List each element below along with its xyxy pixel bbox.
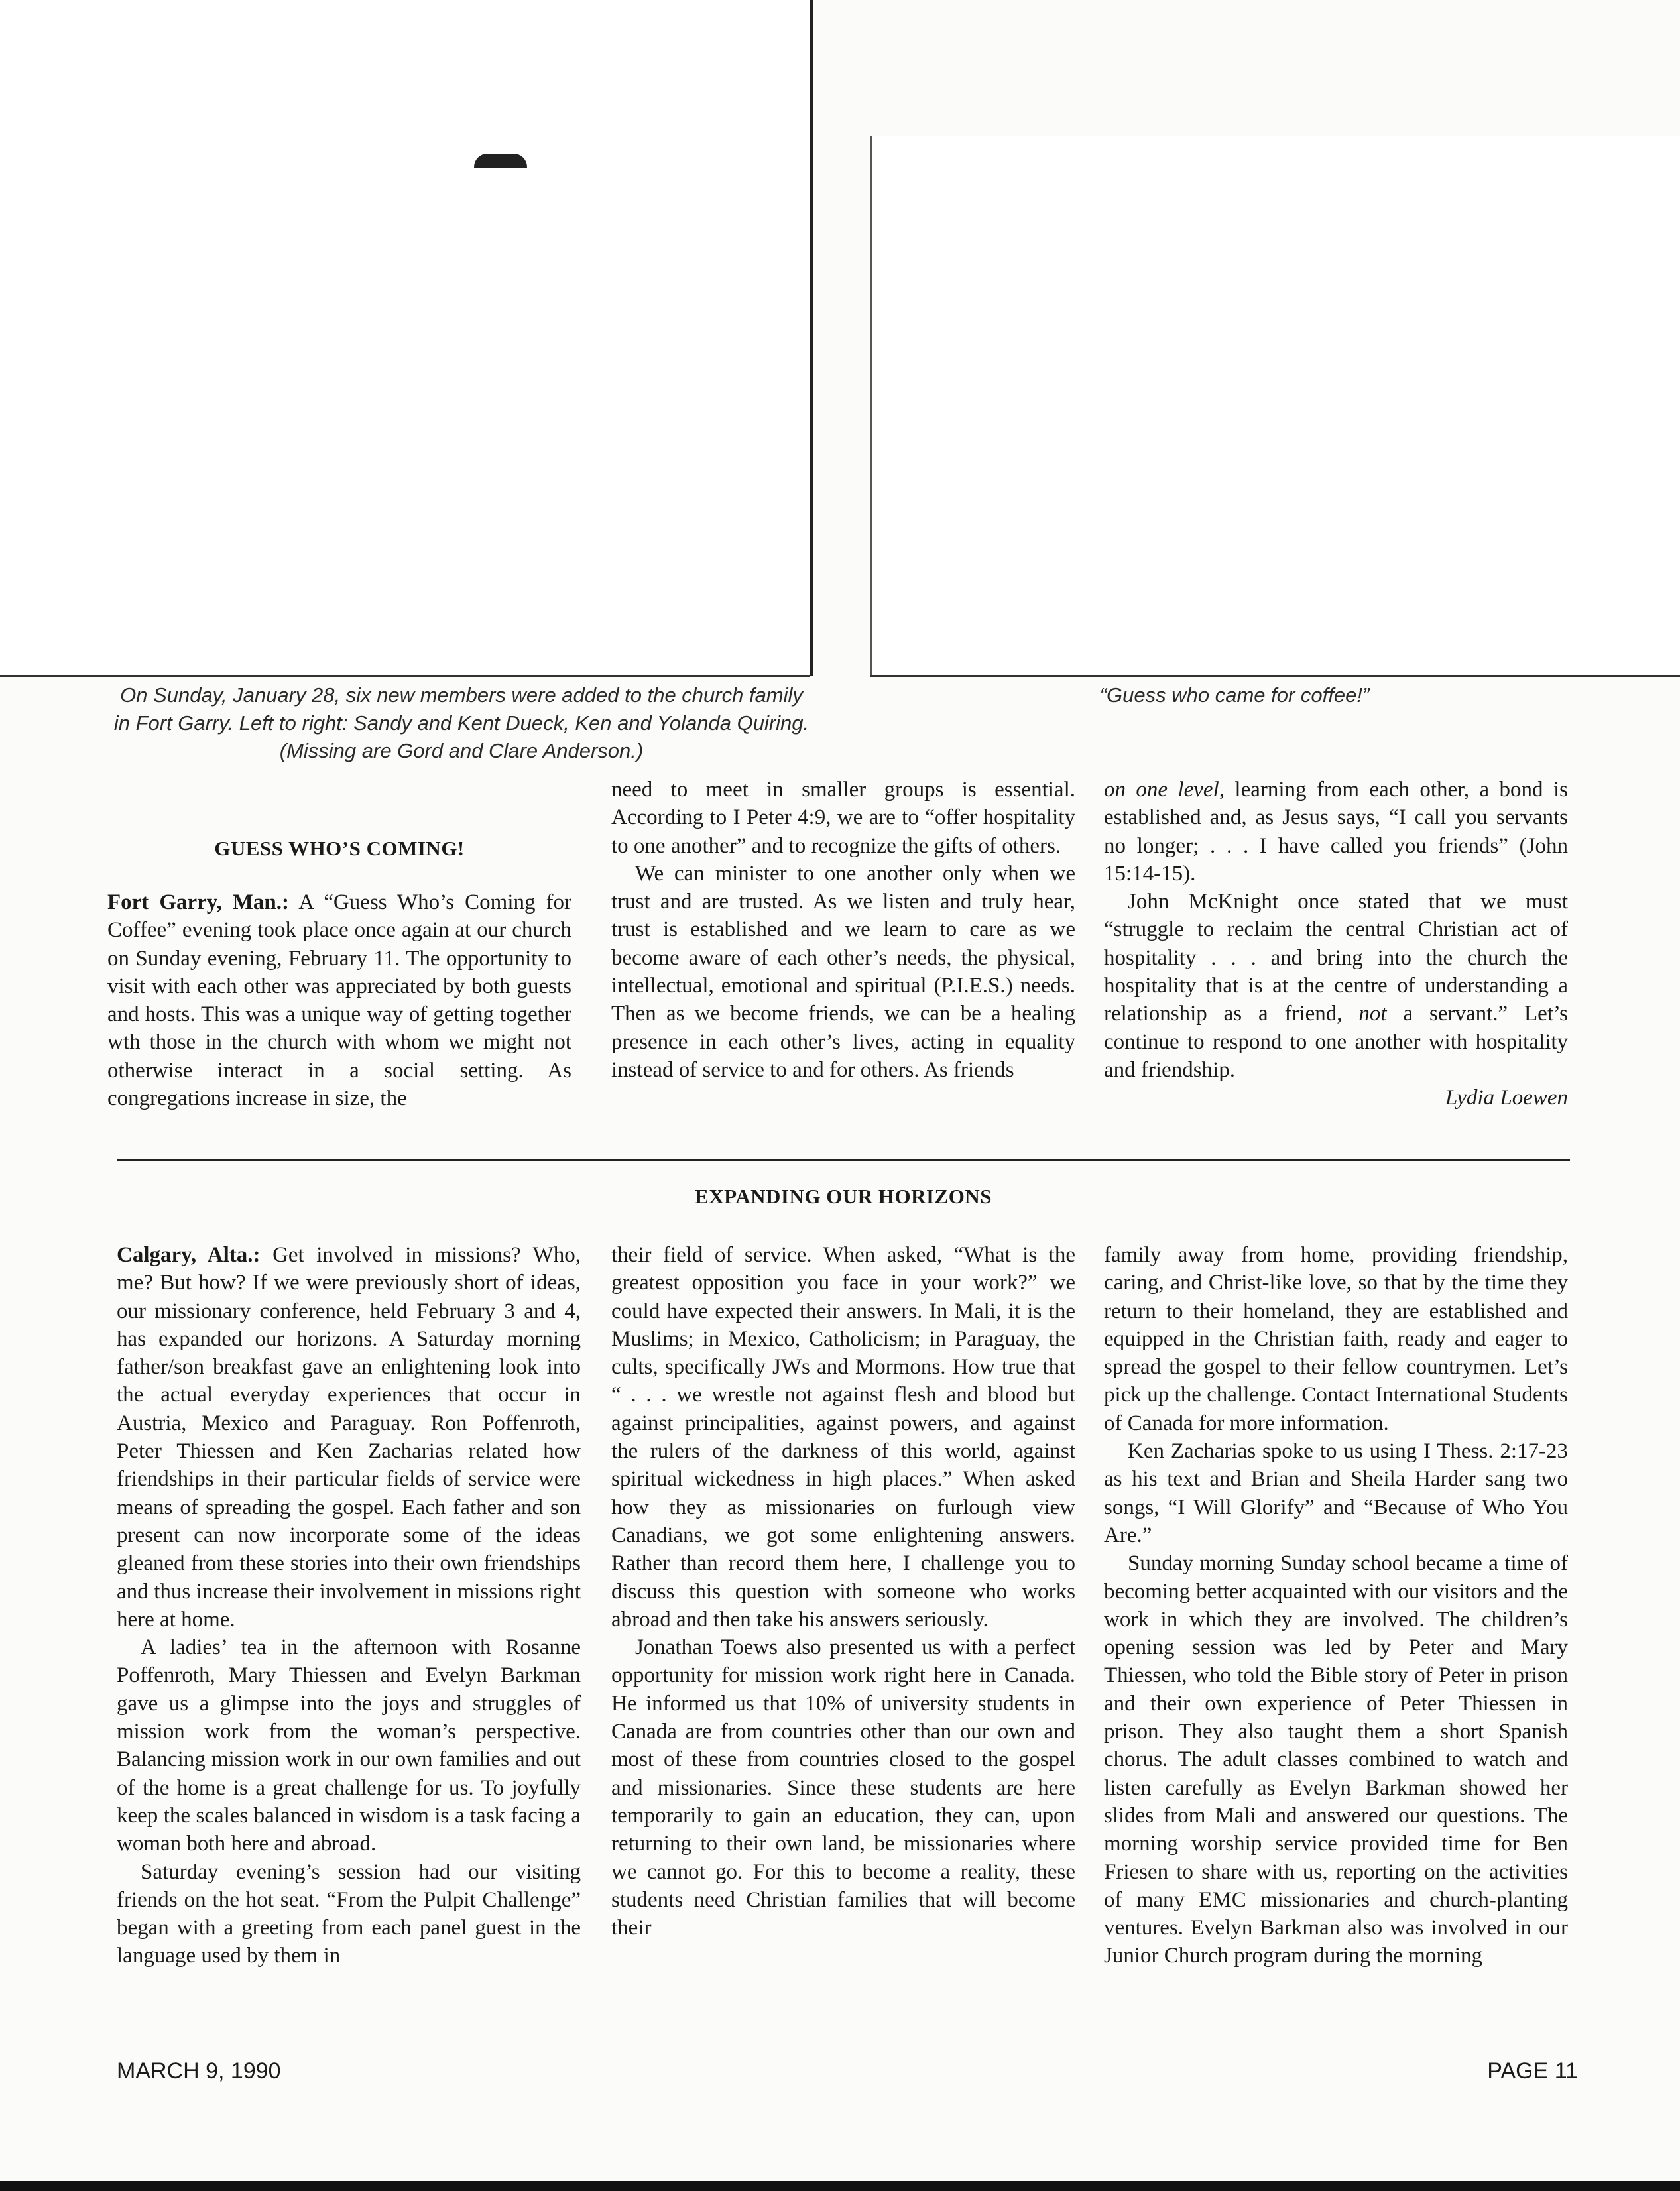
photo-right-bottom-edge — [870, 675, 1680, 677]
scan-bottom-edge — [0, 2181, 1680, 2191]
photo-detail-dark-shape — [474, 154, 527, 168]
article1-paragraph: Fort Garry, Man.: A “Guess Who’s Coming for Coffee” evening took place once again at our church on Sunday evening, February 11. The opportunity to visit with each other was appreciated by both guests and hosts. This was a unique way of getting together wth those in the church with whom we might not otherwise interact in a social setting. As congregations increase in size, the — [107, 890, 571, 1111]
photo-left-bottom-edge — [0, 675, 810, 677]
article2-column-2 — [611, 1241, 1075, 1942]
article2-paragraph: Calgary, Alta.: Get involved in missions? Who, me? But how? If we were previously short of ideas, our missionary conference, held February 3 and 4, has expanded our horizons. A Saturday morning father/son breakfast gave an enlightening look into the actual everyday experiences that occur in Austria, Mexico and Paraguay. Ron Poffenroth, Peter Thiessen and Ken Zacharias related how friendships in their particular fields of service were means of spreading the gospel. Each father and son present can now incorporate some of the ideas gleaned from these stories into their own friendships and thus increase their involvement in missions right here at home. — [117, 1243, 581, 1631]
article1-paragraph: on one level, learning from each other, a bond is established and, as Jesus says, “I call you servants no longer; . . . I have called you friends” (John 15:14-15). — [1104, 778, 1568, 886]
article2-paragraph: A ladies’ tea in the afternoon with Rosanne Poffenroth, Mary Thiessen and Evelyn Barkman gave us a glimpse into the joys and struggles of mission work from the woman’s perspective. Balancing mission work in our own families and out of the home is a great challenge for us. To joyfully keep the scales balanced in wisdom is a task facing a woman both here and abroad. — [117, 1635, 581, 1856]
photo-coffee-guests — [870, 136, 1680, 676]
article1-column-2 — [611, 776, 1075, 1084]
photo-right-caption: “Guess who came for coffee!” — [1099, 683, 1370, 707]
article2-paragraph: Jonathan Toews also presented us with a perfect opportunity for mission work right here in Canada. He informed us that 10% of university students in Canada are from countries other than our own and most of these from countries closed to the gospel and missionaries. Since these students are here temporarily to gain an education, they can, upon returning to their own land, be missionaries where we cannot go. For this to become a reality, these students need Christian families that will become their — [611, 1635, 1075, 1940]
article2-column-1 — [117, 1241, 581, 1970]
article2-paragraph: Sunday morning Sunday school became a time of becoming better acquainted with our visitors and the work in which they are involved. The children’s opening session was led by Peter and Mary Thiessen, who told the Bible story of Peter in prison and their own experience of Peter Thiessen in prison. They also taught them a short Spanish chorus. The adult classes combined to watch and listen carefully as Evelyn Barkman showed her slides from Mali and answered our questions. The morning worship service provided time for Ben Friesen to share with us, reporting on the activities of many EMC missionaries and church-planting ventures. Evelyn Barkman also was involved in our Junior Church program during the morning — [1104, 1551, 1568, 1968]
article1-column-1 — [107, 888, 571, 1112]
photo-left-caption: On Sunday, January 28, six new members were added to the church family in Fort Garry. Left to right: Sandy and Kent Dueck, Ken and Yolanda Quiring. (Missing are Gord and Clare Anderson.) — [113, 683, 810, 762]
footer-page-number: PAGE 11 — [1487, 2058, 1578, 2084]
article1-column-3 — [1104, 776, 1568, 1112]
article1-headline: GUESS WHO’S COMING! — [214, 837, 465, 860]
article2-column-3 — [1104, 1241, 1568, 1970]
photo-new-members — [0, 0, 813, 676]
footer-date: MARCH 9, 1990 — [117, 2058, 281, 2084]
article2-headline: EXPANDING OUR HORIZONS — [695, 1185, 992, 1208]
article1-dateline: Fort Garry, Man.: — [107, 890, 289, 914]
article2-paragraph: Saturday evening’s session had our visiting friends on the hot seat. “From the Pulpit Challenge” began with a greeting from each panel guest in the language used by them in — [117, 1860, 581, 1968]
article1-signature: Lydia Loewen — [1445, 1086, 1568, 1110]
article2-paragraph: Ken Zacharias spoke to us using I Thess. 2:17-23 as his text and Brian and Sheila Harder sang two songs, “I Will Glorify” and “Because of Who You Are.” — [1104, 1439, 1568, 1547]
article-separator-rule — [117, 1159, 1570, 1161]
article2-dateline: Calgary, Alta.: — [117, 1243, 261, 1267]
article2-paragraph: family away from home, providing friendship, caring, and Christ-like love, so that by the time they return to their homeland, they are established and equipped in the Christian faith, ready and eager to spread the gospel to their fellow countrymen. Let’s pick up the challenge. Contact International Students of Canada for more information. — [1104, 1243, 1568, 1435]
article2-paragraph: their field of service. When asked, “What is the greatest opposition you face in your work?” we could have expected their answers. In Mali, it is the Muslims; in Mexico, Catholicism; in Paraguay, the cults, specifically JWs and Mormons. How true that “ . . . we wrestle not against flesh and blood but against principalities, against powers, and against the rulers of the darkness of this world, against spiritual wickedness in high places.” When asked how they as missionaries on furlough view Canadians, we got some enlightening answers. Rather than record them here, I challenge you to discuss this question with someone who works abroad and then take his answers seriously. — [611, 1243, 1075, 1631]
article1-paragraph: John McKnight once stated that we must “struggle to reclaim the central Christian act of hospitality . . . and bring into the church the hospitality that is at the centre of understanding a relationship as a friend, not a servant.” Let’s continue to respond to one another with hospitality and friendship. — [1104, 890, 1568, 1082]
article1-paragraph: We can minister to one another only when we trust and are trusted. As we listen and truly hear, trust is established and we learn to care as we become aware of each other’s needs, the physical, intellectual, emotional and spiritual (P.I.E.S.) needs. Then as we become friends, we can be a healing presence in each other’s lives, acting in equality instead of service to and for others. As friends — [611, 861, 1075, 1082]
article1-paragraph: need to meet in smaller groups is essential. According to I Peter 4:9, we are to “offer hospitality to one another” and to recognize the gifts of others. — [611, 778, 1075, 858]
